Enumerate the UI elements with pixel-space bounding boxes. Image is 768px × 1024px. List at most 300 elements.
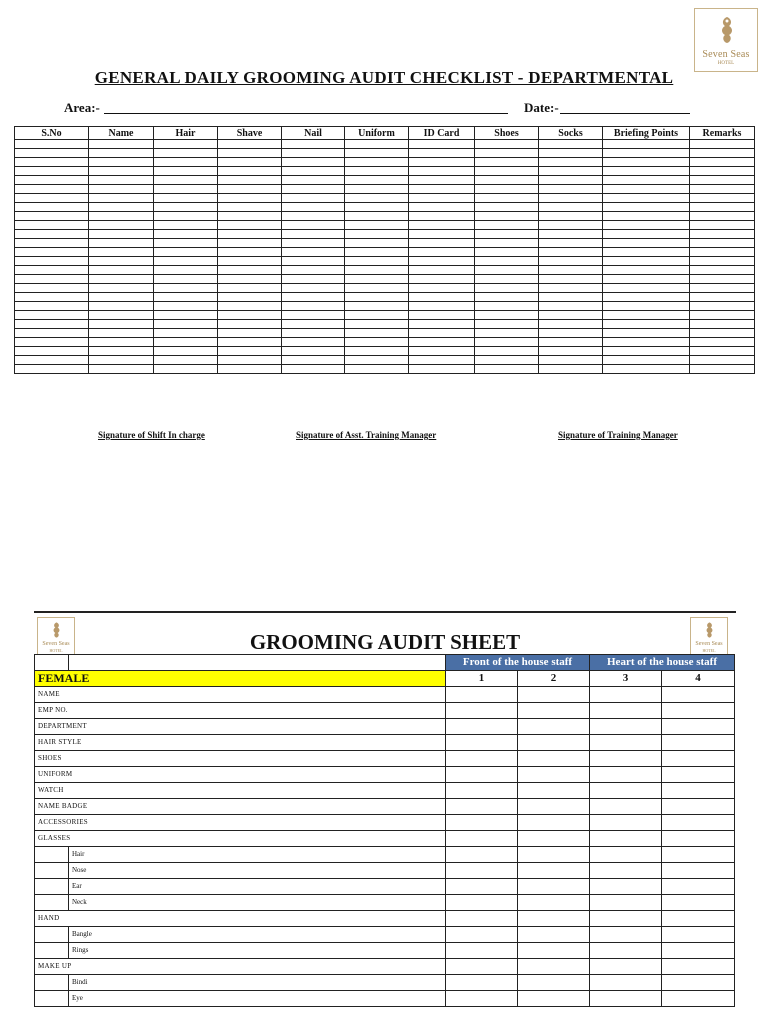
checklist-cell[interactable] — [218, 365, 282, 374]
checklist-cell[interactable] — [475, 149, 539, 158]
checklist-cell[interactable] — [218, 320, 282, 329]
checklist-cell[interactable] — [475, 365, 539, 374]
checklist-cell[interactable] — [218, 302, 282, 311]
checklist-cell[interactable] — [475, 329, 539, 338]
checklist-cell[interactable] — [690, 140, 755, 149]
checklist-cell[interactable] — [89, 203, 154, 212]
checklist-cell[interactable] — [89, 176, 154, 185]
checklist-cell[interactable] — [15, 194, 89, 203]
checklist-cell[interactable] — [282, 365, 345, 374]
checklist-cell[interactable] — [89, 194, 154, 203]
audit-score-cell[interactable] — [662, 687, 735, 703]
audit-score-cell[interactable] — [446, 815, 518, 831]
checklist-cell[interactable] — [603, 329, 690, 338]
checklist-cell[interactable] — [475, 275, 539, 284]
checklist-cell[interactable] — [603, 185, 690, 194]
audit-score-cell[interactable] — [446, 767, 518, 783]
checklist-cell[interactable] — [690, 338, 755, 347]
checklist-cell[interactable] — [475, 230, 539, 239]
checklist-cell[interactable] — [475, 185, 539, 194]
checklist-cell[interactable] — [345, 140, 409, 149]
checklist-cell[interactable] — [690, 257, 755, 266]
checklist-cell[interactable] — [690, 149, 755, 158]
checklist-cell[interactable] — [345, 203, 409, 212]
checklist-cell[interactable] — [218, 329, 282, 338]
checklist-cell[interactable] — [218, 275, 282, 284]
checklist-cell[interactable] — [154, 302, 218, 311]
checklist-cell[interactable] — [539, 347, 603, 356]
checklist-cell[interactable] — [409, 221, 475, 230]
audit-score-cell[interactable] — [518, 703, 590, 719]
checklist-cell[interactable] — [603, 203, 690, 212]
checklist-cell[interactable] — [690, 356, 755, 365]
checklist-cell[interactable] — [690, 302, 755, 311]
checklist-cell[interactable] — [690, 212, 755, 221]
audit-score-cell[interactable] — [446, 783, 518, 799]
audit-score-cell[interactable] — [662, 831, 735, 847]
audit-score-cell[interactable] — [518, 799, 590, 815]
audit-score-cell[interactable] — [662, 959, 735, 975]
area-field-line[interactable] — [104, 113, 508, 114]
checklist-cell[interactable] — [409, 266, 475, 275]
checklist-cell[interactable] — [475, 293, 539, 302]
checklist-cell[interactable] — [475, 347, 539, 356]
checklist-cell[interactable] — [603, 293, 690, 302]
audit-score-cell[interactable] — [518, 959, 590, 975]
checklist-cell[interactable] — [154, 275, 218, 284]
checklist-cell[interactable] — [154, 239, 218, 248]
checklist-cell[interactable] — [539, 230, 603, 239]
checklist-cell[interactable] — [154, 167, 218, 176]
checklist-cell[interactable] — [475, 284, 539, 293]
checklist-cell[interactable] — [409, 230, 475, 239]
audit-score-cell[interactable] — [662, 847, 735, 863]
audit-score-cell[interactable] — [518, 879, 590, 895]
checklist-cell[interactable] — [218, 338, 282, 347]
checklist-cell[interactable] — [15, 275, 89, 284]
checklist-cell[interactable] — [603, 230, 690, 239]
checklist-cell[interactable] — [345, 302, 409, 311]
checklist-cell[interactable] — [15, 293, 89, 302]
checklist-cell[interactable] — [475, 248, 539, 257]
checklist-cell[interactable] — [539, 158, 603, 167]
checklist-cell[interactable] — [409, 329, 475, 338]
audit-score-cell[interactable] — [446, 975, 518, 991]
audit-score-cell[interactable] — [518, 815, 590, 831]
checklist-cell[interactable] — [345, 221, 409, 230]
checklist-cell[interactable] — [603, 356, 690, 365]
checklist-cell[interactable] — [345, 275, 409, 284]
checklist-cell[interactable] — [154, 365, 218, 374]
audit-score-cell[interactable] — [518, 847, 590, 863]
checklist-cell[interactable] — [539, 284, 603, 293]
checklist-cell[interactable] — [475, 158, 539, 167]
checklist-cell[interactable] — [154, 185, 218, 194]
checklist-cell[interactable] — [15, 311, 89, 320]
checklist-cell[interactable] — [603, 167, 690, 176]
checklist-cell[interactable] — [345, 257, 409, 266]
checklist-cell[interactable] — [218, 266, 282, 275]
checklist-cell[interactable] — [218, 158, 282, 167]
audit-score-cell[interactable] — [446, 911, 518, 927]
checklist-cell[interactable] — [345, 329, 409, 338]
checklist-cell[interactable] — [690, 311, 755, 320]
checklist-cell[interactable] — [539, 203, 603, 212]
checklist-cell[interactable] — [154, 284, 218, 293]
checklist-cell[interactable] — [345, 194, 409, 203]
audit-score-cell[interactable] — [446, 927, 518, 943]
checklist-cell[interactable] — [282, 230, 345, 239]
checklist-cell[interactable] — [345, 230, 409, 239]
checklist-cell[interactable] — [282, 167, 345, 176]
checklist-cell[interactable] — [475, 221, 539, 230]
checklist-cell[interactable] — [89, 221, 154, 230]
checklist-cell[interactable] — [154, 158, 218, 167]
audit-score-cell[interactable] — [446, 687, 518, 703]
checklist-cell[interactable] — [475, 266, 539, 275]
checklist-cell[interactable] — [603, 365, 690, 374]
checklist-cell[interactable] — [475, 338, 539, 347]
checklist-cell[interactable] — [345, 212, 409, 221]
checklist-cell[interactable] — [218, 203, 282, 212]
checklist-cell[interactable] — [89, 239, 154, 248]
checklist-cell[interactable] — [690, 221, 755, 230]
checklist-cell[interactable] — [218, 185, 282, 194]
audit-score-cell[interactable] — [662, 927, 735, 943]
checklist-cell[interactable] — [89, 167, 154, 176]
checklist-cell[interactable] — [282, 221, 345, 230]
checklist-cell[interactable] — [539, 239, 603, 248]
checklist-cell[interactable] — [409, 158, 475, 167]
checklist-cell[interactable] — [539, 302, 603, 311]
checklist-cell[interactable] — [15, 230, 89, 239]
audit-score-cell[interactable] — [518, 719, 590, 735]
checklist-cell[interactable] — [409, 356, 475, 365]
checklist-cell[interactable] — [218, 221, 282, 230]
audit-score-cell[interactable] — [590, 751, 662, 767]
checklist-cell[interactable] — [15, 338, 89, 347]
checklist-cell[interactable] — [539, 248, 603, 257]
date-field-line[interactable] — [560, 113, 690, 114]
checklist-cell[interactable] — [154, 230, 218, 239]
audit-score-cell[interactable] — [446, 799, 518, 815]
checklist-cell[interactable] — [475, 140, 539, 149]
checklist-cell[interactable] — [539, 194, 603, 203]
audit-score-cell[interactable] — [662, 783, 735, 799]
checklist-cell[interactable] — [690, 185, 755, 194]
checklist-cell[interactable] — [218, 194, 282, 203]
checklist-cell[interactable] — [603, 239, 690, 248]
checklist-cell[interactable] — [15, 176, 89, 185]
checklist-cell[interactable] — [409, 140, 475, 149]
checklist-cell[interactable] — [282, 338, 345, 347]
checklist-cell[interactable] — [603, 176, 690, 185]
checklist-cell[interactable] — [409, 239, 475, 248]
checklist-cell[interactable] — [218, 347, 282, 356]
audit-score-cell[interactable] — [590, 959, 662, 975]
checklist-cell[interactable] — [89, 347, 154, 356]
checklist-cell[interactable] — [409, 302, 475, 311]
checklist-cell[interactable] — [690, 284, 755, 293]
checklist-cell[interactable] — [282, 194, 345, 203]
checklist-cell[interactable] — [345, 338, 409, 347]
checklist-cell[interactable] — [89, 230, 154, 239]
checklist-cell[interactable] — [409, 275, 475, 284]
checklist-cell[interactable] — [690, 365, 755, 374]
checklist-cell[interactable] — [539, 329, 603, 338]
audit-score-cell[interactable] — [590, 719, 662, 735]
checklist-cell[interactable] — [539, 266, 603, 275]
checklist-cell[interactable] — [218, 167, 282, 176]
audit-score-cell[interactable] — [662, 863, 735, 879]
audit-score-cell[interactable] — [590, 863, 662, 879]
checklist-cell[interactable] — [218, 284, 282, 293]
audit-score-cell[interactable] — [446, 751, 518, 767]
checklist-cell[interactable] — [15, 284, 89, 293]
checklist-cell[interactable] — [15, 185, 89, 194]
checklist-cell[interactable] — [475, 194, 539, 203]
checklist-cell[interactable] — [89, 356, 154, 365]
checklist-cell[interactable] — [539, 320, 603, 329]
checklist-cell[interactable] — [154, 203, 218, 212]
checklist-cell[interactable] — [218, 356, 282, 365]
checklist-cell[interactable] — [539, 365, 603, 374]
checklist-cell[interactable] — [345, 149, 409, 158]
checklist-cell[interactable] — [475, 212, 539, 221]
audit-score-cell[interactable] — [662, 943, 735, 959]
checklist-cell[interactable] — [603, 266, 690, 275]
checklist-cell[interactable] — [154, 194, 218, 203]
checklist-cell[interactable] — [89, 365, 154, 374]
audit-score-cell[interactable] — [590, 991, 662, 1007]
audit-score-cell[interactable] — [518, 687, 590, 703]
checklist-cell[interactable] — [603, 311, 690, 320]
audit-score-cell[interactable] — [662, 799, 735, 815]
checklist-cell[interactable] — [15, 167, 89, 176]
checklist-cell[interactable] — [154, 140, 218, 149]
checklist-cell[interactable] — [282, 275, 345, 284]
checklist-cell[interactable] — [690, 239, 755, 248]
checklist-cell[interactable] — [154, 338, 218, 347]
audit-score-cell[interactable] — [590, 687, 662, 703]
checklist-cell[interactable] — [154, 329, 218, 338]
audit-score-cell[interactable] — [518, 783, 590, 799]
audit-score-cell[interactable] — [446, 959, 518, 975]
checklist-cell[interactable] — [603, 338, 690, 347]
checklist-cell[interactable] — [345, 293, 409, 302]
audit-score-cell[interactable] — [446, 879, 518, 895]
audit-score-cell[interactable] — [662, 703, 735, 719]
audit-score-cell[interactable] — [518, 927, 590, 943]
checklist-cell[interactable] — [15, 158, 89, 167]
checklist-cell[interactable] — [89, 158, 154, 167]
audit-score-cell[interactable] — [662, 815, 735, 831]
checklist-cell[interactable] — [15, 221, 89, 230]
checklist-cell[interactable] — [218, 149, 282, 158]
checklist-cell[interactable] — [15, 302, 89, 311]
checklist-cell[interactable] — [603, 347, 690, 356]
checklist-cell[interactable] — [89, 149, 154, 158]
checklist-cell[interactable] — [89, 248, 154, 257]
checklist-cell[interactable] — [282, 185, 345, 194]
checklist-cell[interactable] — [409, 347, 475, 356]
checklist-cell[interactable] — [154, 257, 218, 266]
audit-score-cell[interactable] — [662, 719, 735, 735]
checklist-cell[interactable] — [690, 203, 755, 212]
checklist-cell[interactable] — [690, 266, 755, 275]
checklist-cell[interactable] — [282, 176, 345, 185]
checklist-cell[interactable] — [345, 311, 409, 320]
audit-score-cell[interactable] — [518, 991, 590, 1007]
checklist-cell[interactable] — [282, 311, 345, 320]
audit-score-cell[interactable] — [446, 831, 518, 847]
audit-score-cell[interactable] — [446, 703, 518, 719]
checklist-cell[interactable] — [15, 320, 89, 329]
audit-score-cell[interactable] — [590, 927, 662, 943]
checklist-cell[interactable] — [603, 320, 690, 329]
audit-score-cell[interactable] — [662, 895, 735, 911]
checklist-cell[interactable] — [603, 140, 690, 149]
audit-score-cell[interactable] — [590, 783, 662, 799]
checklist-cell[interactable] — [409, 176, 475, 185]
checklist-cell[interactable] — [282, 266, 345, 275]
checklist-cell[interactable] — [539, 212, 603, 221]
audit-score-cell[interactable] — [590, 895, 662, 911]
checklist-cell[interactable] — [345, 248, 409, 257]
audit-score-cell[interactable] — [446, 943, 518, 959]
checklist-cell[interactable] — [539, 140, 603, 149]
checklist-cell[interactable] — [603, 212, 690, 221]
audit-score-cell[interactable] — [518, 943, 590, 959]
checklist-cell[interactable] — [15, 239, 89, 248]
audit-score-cell[interactable] — [518, 911, 590, 927]
checklist-cell[interactable] — [154, 266, 218, 275]
checklist-cell[interactable] — [603, 158, 690, 167]
checklist-cell[interactable] — [282, 140, 345, 149]
audit-score-cell[interactable] — [518, 975, 590, 991]
checklist-cell[interactable] — [218, 239, 282, 248]
checklist-cell[interactable] — [218, 248, 282, 257]
checklist-cell[interactable] — [89, 329, 154, 338]
checklist-cell[interactable] — [89, 338, 154, 347]
audit-score-cell[interactable] — [446, 719, 518, 735]
checklist-cell[interactable] — [690, 194, 755, 203]
checklist-cell[interactable] — [690, 167, 755, 176]
checklist-cell[interactable] — [690, 275, 755, 284]
checklist-cell[interactable] — [690, 230, 755, 239]
checklist-cell[interactable] — [154, 248, 218, 257]
checklist-cell[interactable] — [282, 293, 345, 302]
checklist-cell[interactable] — [539, 221, 603, 230]
audit-score-cell[interactable] — [590, 703, 662, 719]
audit-score-cell[interactable] — [590, 847, 662, 863]
checklist-cell[interactable] — [282, 347, 345, 356]
checklist-cell[interactable] — [282, 302, 345, 311]
checklist-cell[interactable] — [475, 311, 539, 320]
checklist-cell[interactable] — [218, 176, 282, 185]
checklist-cell[interactable] — [154, 176, 218, 185]
checklist-cell[interactable] — [475, 167, 539, 176]
checklist-cell[interactable] — [409, 185, 475, 194]
audit-score-cell[interactable] — [518, 735, 590, 751]
audit-score-cell[interactable] — [662, 975, 735, 991]
checklist-cell[interactable] — [154, 221, 218, 230]
checklist-cell[interactable] — [345, 185, 409, 194]
checklist-cell[interactable] — [539, 185, 603, 194]
checklist-cell[interactable] — [218, 212, 282, 221]
checklist-cell[interactable] — [15, 248, 89, 257]
audit-score-cell[interactable] — [446, 735, 518, 751]
checklist-cell[interactable] — [475, 302, 539, 311]
checklist-cell[interactable] — [282, 284, 345, 293]
checklist-cell[interactable] — [154, 293, 218, 302]
checklist-cell[interactable] — [409, 194, 475, 203]
checklist-cell[interactable] — [282, 239, 345, 248]
checklist-cell[interactable] — [345, 176, 409, 185]
checklist-cell[interactable] — [218, 257, 282, 266]
audit-score-cell[interactable] — [446, 847, 518, 863]
checklist-cell[interactable] — [15, 266, 89, 275]
checklist-cell[interactable] — [15, 365, 89, 374]
checklist-cell[interactable] — [15, 212, 89, 221]
checklist-cell[interactable] — [603, 275, 690, 284]
checklist-cell[interactable] — [539, 167, 603, 176]
checklist-cell[interactable] — [475, 356, 539, 365]
checklist-cell[interactable] — [603, 248, 690, 257]
audit-score-cell[interactable] — [662, 751, 735, 767]
checklist-cell[interactable] — [282, 149, 345, 158]
audit-score-cell[interactable] — [446, 863, 518, 879]
checklist-cell[interactable] — [282, 158, 345, 167]
checklist-cell[interactable] — [345, 356, 409, 365]
checklist-cell[interactable] — [345, 284, 409, 293]
audit-score-cell[interactable] — [446, 991, 518, 1007]
checklist-cell[interactable] — [409, 311, 475, 320]
checklist-cell[interactable] — [154, 212, 218, 221]
checklist-cell[interactable] — [218, 311, 282, 320]
audit-score-cell[interactable] — [590, 735, 662, 751]
audit-score-cell[interactable] — [590, 815, 662, 831]
audit-score-cell[interactable] — [662, 991, 735, 1007]
audit-score-cell[interactable] — [662, 735, 735, 751]
checklist-cell[interactable] — [154, 149, 218, 158]
checklist-cell[interactable] — [89, 185, 154, 194]
checklist-cell[interactable] — [475, 320, 539, 329]
checklist-cell[interactable] — [345, 167, 409, 176]
audit-score-cell[interactable] — [590, 767, 662, 783]
checklist-cell[interactable] — [345, 266, 409, 275]
checklist-cell[interactable] — [154, 320, 218, 329]
checklist-cell[interactable] — [603, 221, 690, 230]
audit-score-cell[interactable] — [518, 831, 590, 847]
checklist-cell[interactable] — [603, 302, 690, 311]
checklist-cell[interactable] — [154, 311, 218, 320]
checklist-cell[interactable] — [603, 194, 690, 203]
checklist-cell[interactable] — [603, 257, 690, 266]
audit-score-cell[interactable] — [518, 767, 590, 783]
checklist-cell[interactable] — [154, 356, 218, 365]
checklist-cell[interactable] — [15, 149, 89, 158]
checklist-cell[interactable] — [89, 257, 154, 266]
audit-score-cell[interactable] — [662, 911, 735, 927]
audit-score-cell[interactable] — [590, 879, 662, 895]
checklist-cell[interactable] — [475, 203, 539, 212]
checklist-cell[interactable] — [15, 257, 89, 266]
audit-score-cell[interactable] — [446, 895, 518, 911]
checklist-cell[interactable] — [409, 248, 475, 257]
checklist-cell[interactable] — [15, 356, 89, 365]
checklist-cell[interactable] — [539, 275, 603, 284]
